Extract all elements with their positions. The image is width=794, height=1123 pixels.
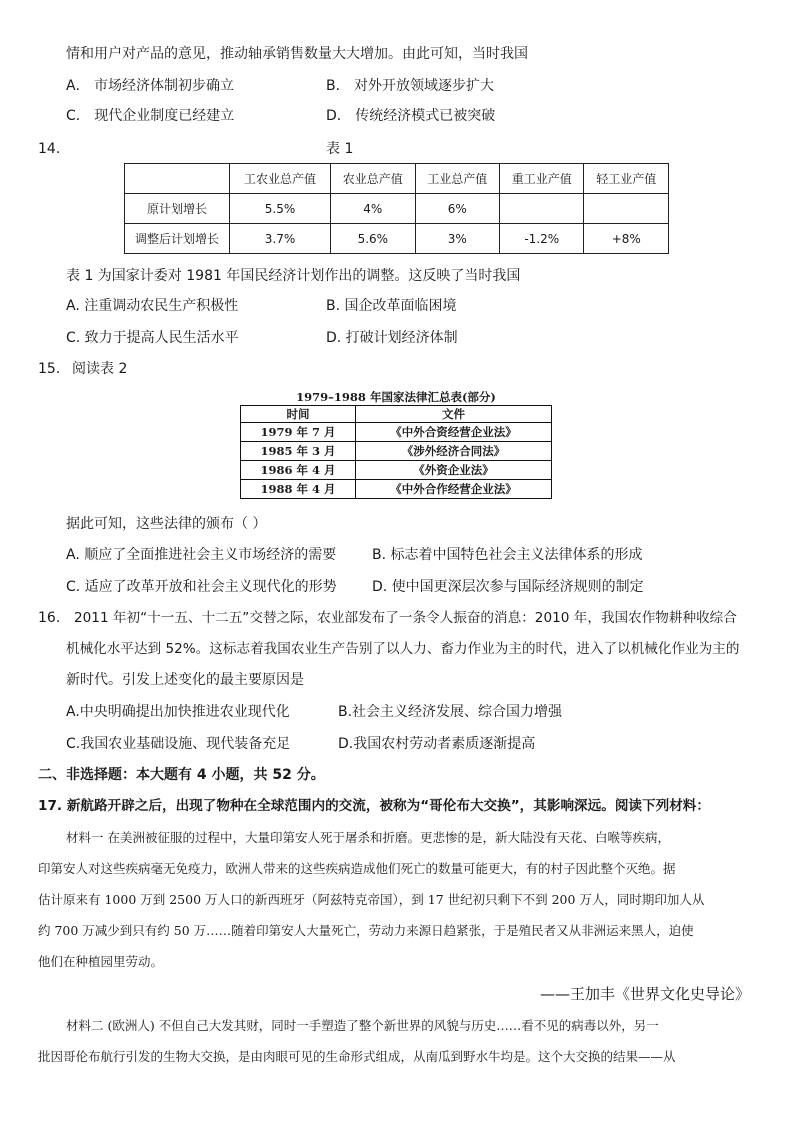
q17-material1-line2: 印第安人对这些疾病毫无免疫力，欧洲人带来的这些疾病造成他们死亡的数量可能更大，有的村子因此整个灭绝。据	[38, 861, 676, 876]
table-row	[241, 480, 552, 499]
q13-option-d: D． 传统经济模式已被突破	[326, 108, 496, 124]
q17-material1-line1: 材料一 在美洲被征服的过程中，大量印第安人死于屠杀和折磨。更悲惨的是，新大陆没有天花、白喉等疾病，	[66, 830, 670, 845]
table-cell: 1979 年 7 月	[241, 423, 356, 442]
q15-option-a: A. 顺应了全面推进社会主义市场经济的需要	[66, 547, 337, 563]
q17-material1-line4: 约 700 万减少到只有约 50 万……随着印第安人大量死亡，劳动力来源日趋紧张，于是殖民者又从非洲运来黑人，迫使	[38, 923, 694, 938]
table-cell: +8%	[584, 224, 669, 254]
q16-stem-line2: 机械化水平达到 52%。这标志着我国农业生产告别了以人力、畜力作业为主的时代，进入了以机械化作业为主的	[66, 641, 740, 657]
q17-material2-line2: 批因哥伦布航行引发的生物大交换，是由肉眼可见的生命形式组成，从南瓜到野水牛均是。这个大交换的结果——从	[38, 1049, 676, 1064]
q14-option-c: C. 致力于提高人民生活水平	[66, 330, 239, 346]
table-cell: -1.2%	[500, 224, 584, 254]
q14-option-a: A. 注重调动农民生产积极性	[66, 298, 239, 314]
table-header-row	[125, 164, 669, 194]
table-header-cell: 工农业总产值	[230, 164, 331, 194]
q15-option-c: C. 适应了改革开放和社会主义现代化的形势	[66, 579, 337, 595]
q17-material1-source: ——王加丰《世界文化史导论》	[539, 985, 750, 1003]
table-header-row	[241, 406, 552, 423]
q14-number: 14.	[38, 141, 61, 157]
table-header-cell: 重工业产值	[500, 164, 584, 194]
table-header-cell: 时间	[241, 406, 356, 423]
table-cell: 5.6%	[331, 224, 415, 254]
table-cell: 6%	[415, 194, 499, 224]
table-cell: 1986 年 4 月	[241, 461, 356, 480]
q13-option-b: B． 对外开放领域逐步扩大	[326, 78, 495, 94]
table-row	[241, 461, 552, 480]
q14-data-table	[124, 163, 669, 254]
q14-stem: 表 1 为国家计委对 1981 年国民经济计划作出的调整。这反映了当时我国	[66, 268, 521, 284]
q15-table-title: 1979–1988 年国家法律汇总表(部分)	[296, 390, 496, 404]
table-cell: 《中外合资经营企业法》	[356, 423, 552, 442]
table-row-label: 调整后计划增长	[125, 224, 230, 254]
q13-option-a: A． 市场经济体制初步确立	[66, 78, 235, 94]
table-row	[241, 442, 552, 461]
q14-table-title: 表 1	[326, 141, 354, 157]
q13-option-c: C． 现代企业制度已经建立	[66, 108, 235, 124]
table-cell: 3.7%	[230, 224, 331, 254]
table-cell: 1988 年 4 月	[241, 480, 356, 499]
q16-stem-line3: 新时代。引发上述变化的最主要原因是	[66, 672, 304, 688]
table-row	[241, 423, 552, 442]
q15-option-b: B. 标志着中国特色社会主义法律体系的形成	[372, 547, 643, 563]
q17-material1-line5: 他们在种植园里劳动。	[38, 954, 164, 969]
table-row	[125, 194, 669, 224]
q16-option-c: C.我国农业基础设施、现代装备充足	[66, 736, 291, 752]
q13-stem-tail: 情和用户对产品的意见，推动轴承销售数量大大增加。由此可知，当时我国	[66, 46, 528, 62]
table-cell: 4%	[331, 194, 415, 224]
q15-law-table	[240, 405, 552, 499]
table-cell: 5.5%	[230, 194, 331, 224]
q17-material1-line3: 估计原来有 1000 万到 2500 万人口的新西班牙（阿兹特克帝国），到 17 世纪初只剩下不到 200 万人，同时期印加人从	[38, 892, 705, 907]
q14-option-b: B. 国企改革面临困境	[326, 298, 457, 314]
table-cell: 《涉外经济合同法》	[356, 442, 552, 461]
table-cell	[584, 194, 669, 224]
table-header-cell: 轻工业产值	[584, 164, 669, 194]
q15-intro: 阅读表 2	[72, 361, 128, 377]
table-cell: 1985 年 3 月	[241, 442, 356, 461]
table-cell: 《中外合作经营企业法》	[356, 480, 552, 499]
table-row	[125, 224, 669, 254]
table-cell	[500, 194, 584, 224]
table-cell	[125, 164, 230, 194]
table-cell: 3%	[415, 224, 499, 254]
q15-stem: 据此可知，这些法律的颁布（ ）	[66, 516, 267, 532]
table-header-cell: 文件	[356, 406, 552, 423]
table-header-cell: 工业总产值	[415, 164, 499, 194]
q16-option-b: B.社会主义经济发展、综合国力增强	[338, 704, 563, 720]
q14-option-d: D. 打破计划经济体制	[326, 330, 458, 346]
q16-number: 16.	[38, 610, 61, 626]
table-row-label: 原计划增长	[125, 194, 230, 224]
q17-intro: 17. 新航路开辟之后，出现了物种在全球范围内的交流，被称为“哥伦布大交换”，其影响深远。阅读下列材料：	[38, 798, 710, 814]
q16-option-d: D.我国农村劳动者素质逐渐提高	[338, 736, 536, 752]
table-cell: 《外资企业法》	[356, 461, 552, 480]
q16-option-a: A.中央明确提出加快推进农业现代化	[66, 704, 290, 720]
q17-material2-line1: 材料二 (欧洲人) 不但自己大发其财，同时一手塑造了整个新世界的风貌与历史……看不见的病毒以外，另一	[66, 1018, 659, 1033]
q15-option-d: D. 使中国更深层次参与国际经济规则的制定	[372, 579, 644, 595]
table-header-cell: 农业总产值	[331, 164, 415, 194]
section2-heading: 二、非选择题：本大题有 4 小题，共 52 分。	[38, 767, 325, 783]
q15-number: 15.	[38, 361, 61, 377]
q16-stem-line1: 2011 年初“十一五、十二五”交替之际，农业部发布了一条令人振奋的消息：2010 年，我国农作物耕种收综合	[74, 610, 737, 626]
